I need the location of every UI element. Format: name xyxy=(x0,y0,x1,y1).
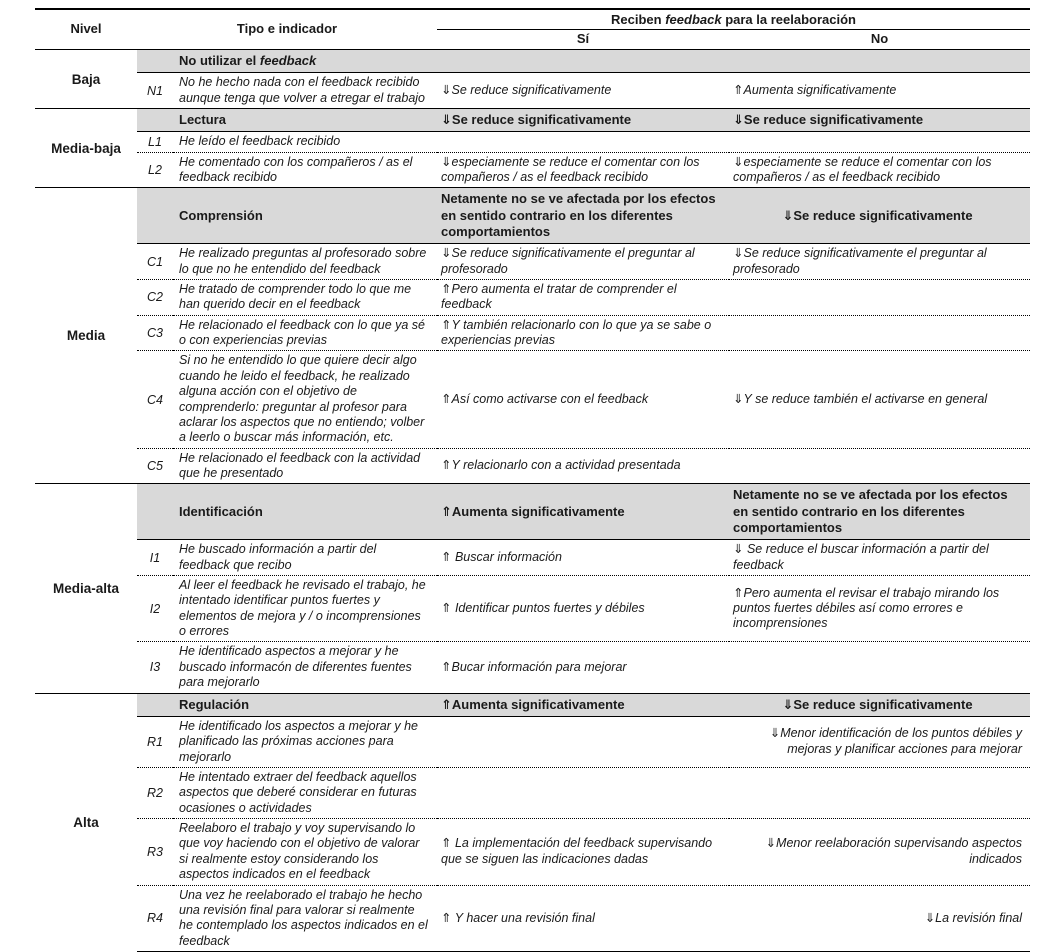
row-code: I3 xyxy=(137,642,173,693)
row-value-si: ⇑Bucar información para mejorar xyxy=(437,642,729,693)
header-reciben-emphasis: feedback xyxy=(665,12,722,27)
row-code: C4 xyxy=(137,351,173,448)
section-value-no-utilizar-si xyxy=(437,50,729,73)
feedback-levels-table xyxy=(35,8,1030,952)
row-value-no: ⇓La revisión final xyxy=(729,885,1030,952)
section-value-lectura-si: ⇓Se reduce significativamente xyxy=(437,109,729,132)
row-value-si: ⇑ Buscar información xyxy=(437,540,729,576)
section-title-identificacion: Identificación xyxy=(173,484,437,540)
row-value-no: ⇑Pero aumenta el revisar el trabajo mirando los puntos fuertes débiles así como errores e incomprensiones xyxy=(729,575,1030,642)
row-code: R2 xyxy=(137,767,173,818)
row-indicator: He identificado aspectos a mejorar y he buscado informacón de diferentes fuentes para mejorarlo xyxy=(173,642,437,693)
row-value-no: ⇑Aumenta significativamente xyxy=(729,73,1030,109)
row-value-si xyxy=(437,716,729,767)
table-row xyxy=(35,540,1030,576)
section-title-emphasis: feedback xyxy=(259,53,317,68)
level-media-baja: Media-baja xyxy=(35,109,137,188)
header-nivel: Nivel xyxy=(35,9,137,50)
section-row-regulacion xyxy=(35,693,1030,716)
row-value-si: ⇓Se reduce significativamente el preguntar al profesorado xyxy=(437,244,729,280)
section-row-no-utilizar xyxy=(35,50,1030,73)
row-indicator: He relacionado el feedback con lo que ya sé o con experiencias previas xyxy=(173,315,437,351)
section-title-no-utilizar xyxy=(173,50,437,73)
table-row xyxy=(35,315,1030,351)
section-row-identificacion xyxy=(35,484,1030,540)
section-value-regulacion-si: ⇑Aumenta significativamente xyxy=(437,693,729,716)
row-value-no xyxy=(729,448,1030,484)
table-row xyxy=(35,279,1030,315)
table-row xyxy=(35,351,1030,448)
table-row xyxy=(35,642,1030,693)
table-row xyxy=(35,819,1030,886)
row-indicator: He tratado de comprender todo lo que me han querido decir en el feedback xyxy=(173,279,437,315)
table-row xyxy=(35,575,1030,642)
section-value-no-utilizar-no xyxy=(729,50,1030,73)
row-value-si: ⇓Se reduce significativamente xyxy=(437,73,729,109)
section-code-spacer xyxy=(137,484,173,540)
row-value-si xyxy=(437,132,729,152)
row-value-si: ⇑ Identificar puntos fuertes y débiles xyxy=(437,575,729,642)
row-value-si: ⇓especiamente se reduce el comentar con los compañeros / as el feedback recibido xyxy=(437,152,729,188)
table-row xyxy=(35,448,1030,484)
section-row-comprension xyxy=(35,188,1030,244)
row-value-no: ⇓Menor identificación de los puntos débiles y mejoras y planificar acciones para mejorar xyxy=(729,716,1030,767)
level-media-alta: Media-alta xyxy=(35,484,137,693)
header-reciben-feedback xyxy=(437,9,1030,30)
header-tipo-indicador: Tipo e indicador xyxy=(137,9,437,50)
header-reciben-pre: Reciben xyxy=(611,12,666,27)
section-title-comprension: Comprensión xyxy=(173,188,437,244)
row-indicator: Una vez he reelaborado el trabajo he hecho una revisión final para valorar si realmente he contemplado los aspectos indicados en el feedback xyxy=(173,885,437,952)
row-indicator: Al leer el feedback he revisado el trabajo, he intentado identificar puntos fuertes y elementos de mejora y / o incomprensiones o errores xyxy=(173,575,437,642)
row-value-no: ⇓Y se reduce también el activarse en general xyxy=(729,351,1030,448)
row-value-no xyxy=(729,642,1030,693)
row-code: L1 xyxy=(137,132,173,152)
row-code: I1 xyxy=(137,540,173,576)
row-indicator: He realizado preguntas al profesorado sobre lo que no he entendido del feedback xyxy=(173,244,437,280)
section-value-comprension-si: Netamente no se ve afectada por los efectos en sentido contrario en los diferentes comportamientos xyxy=(437,188,729,244)
row-indicator: He relacionado el feedback con la actividad que he presentado xyxy=(173,448,437,484)
row-indicator: He intentado extraer del feedback aquellos aspectos que deberé considerar en futuras ocasiones o actividades xyxy=(173,767,437,818)
section-value-regulacion-no: ⇓Se reduce significativamente xyxy=(729,693,1030,716)
table-row xyxy=(35,885,1030,952)
row-value-no: ⇓especiamente se reduce el comentar con los compañeros / as el feedback recibido xyxy=(729,152,1030,188)
section-value-identificacion-si: ⇑Aumenta significativamente xyxy=(437,484,729,540)
row-indicator: He buscado información a partir del feedback que recibo xyxy=(173,540,437,576)
row-code: C5 xyxy=(137,448,173,484)
section-title-lectura: Lectura xyxy=(173,109,437,132)
row-value-si xyxy=(437,767,729,818)
row-code: C3 xyxy=(137,315,173,351)
row-indicator: Reelaboro el trabajo y voy supervisando lo que voy haciendo con el objetivo de valorar si realmente estoy considerando los aspectos indicados en el feedback xyxy=(173,819,437,886)
row-value-no: ⇓ Se reduce el buscar información a partir del feedback xyxy=(729,540,1030,576)
header-col-si: Sí xyxy=(576,31,590,46)
row-value-no: ⇓Se reduce significativamente el preguntar al profesorado xyxy=(729,244,1030,280)
section-value-lectura-no: ⇓Se reduce significativamente xyxy=(729,109,1030,132)
table-row xyxy=(35,152,1030,188)
table-row xyxy=(35,716,1030,767)
section-title-regulacion: Regulación xyxy=(173,693,437,716)
row-code: R1 xyxy=(137,716,173,767)
row-code: I2 xyxy=(137,575,173,642)
row-value-no: ⇓Menor reelaboración supervisando aspectos indicados xyxy=(729,819,1030,886)
row-value-no xyxy=(729,315,1030,351)
header-col-no: No xyxy=(870,31,889,46)
table-row xyxy=(35,73,1030,109)
section-title-pre: No utilizar el xyxy=(179,53,260,68)
section-row-lectura xyxy=(35,109,1030,132)
table-row xyxy=(35,132,1030,152)
header-row-top xyxy=(35,9,1030,30)
row-code: L2 xyxy=(137,152,173,188)
row-value-si: ⇑Así como activarse con el feedback xyxy=(437,351,729,448)
header-reciben-post: para la reelaboración xyxy=(721,12,856,27)
row-indicator: He comentado con los compañeros / as el feedback recibido xyxy=(173,152,437,188)
row-code: R4 xyxy=(137,885,173,952)
row-code: C1 xyxy=(137,244,173,280)
row-code: C2 xyxy=(137,279,173,315)
row-value-si: ⇑ La implementación del feedback supervisando que se siguen las indicaciones dadas xyxy=(437,819,729,886)
table-row xyxy=(35,767,1030,818)
section-code-spacer xyxy=(137,693,173,716)
row-indicator: Si no he entendido lo que quiere decir algo cuando he leido el feedback, he realizado alguna acción con el objetivo de comprenderlo: preguntar al profesor para aclarar los aspectos que no entiendo; volber a leerlo o buscar más información, etc. xyxy=(173,351,437,448)
row-value-si: ⇑Pero aumenta el tratar de comprender el feedback xyxy=(437,279,729,315)
row-indicator: He identificado los aspectos a mejorar y he planificado las próximas acciones para mejorarlo xyxy=(173,716,437,767)
section-code-spacer xyxy=(137,188,173,244)
row-value-no xyxy=(729,767,1030,818)
section-value-identificacion-no: Netamente no se ve afectada por los efectos en sentido contrario en los diferentes comportamientos xyxy=(729,484,1030,540)
row-indicator: No he hecho nada con el feedback recibido aunque tenga que volver a etregar el trabajo xyxy=(173,73,437,109)
row-indicator: He leído el feedback recibido xyxy=(173,132,437,152)
section-code-spacer xyxy=(137,50,173,73)
level-media: Media xyxy=(35,188,137,484)
row-value-no xyxy=(729,279,1030,315)
level-alta: Alta xyxy=(35,693,137,952)
row-value-no xyxy=(729,132,1030,152)
row-value-si: ⇑Y también relacionarlo con lo que ya se sabe o experiencias previas xyxy=(437,315,729,351)
section-value-comprension-no: ⇓Se reduce significativamente xyxy=(729,188,1030,244)
table-row xyxy=(35,244,1030,280)
row-value-si: ⇑ Y hacer una revisión final xyxy=(437,885,729,952)
row-code: N1 xyxy=(137,73,173,109)
level-baja: Baja xyxy=(35,50,137,109)
table-container xyxy=(35,0,1030,952)
row-code: R3 xyxy=(137,819,173,886)
row-value-si: ⇑Y relacionarlo con a actividad presentada xyxy=(437,448,729,484)
section-code-spacer xyxy=(137,109,173,132)
